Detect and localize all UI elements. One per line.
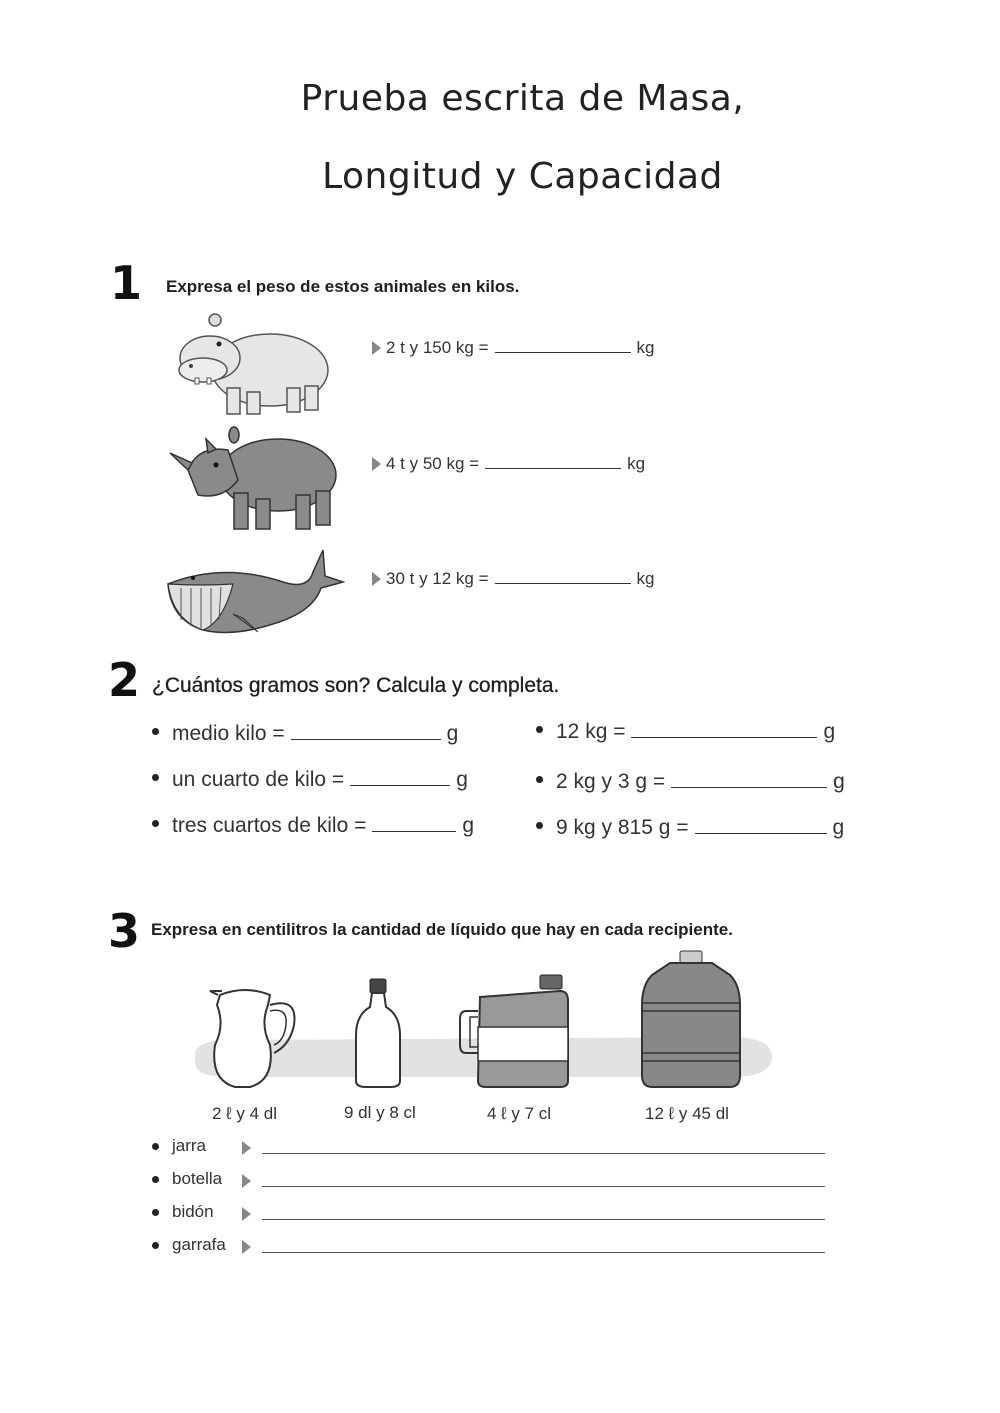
section-3-instruction: Expresa en centilitros la cantidad de líquido que hay en cada recipiente. [151, 920, 733, 939]
weight-unit: kg [627, 454, 646, 473]
answer-row-bidon [152, 1202, 825, 1222]
grams-expression: un cuarto de kilo = [172, 768, 345, 791]
rhino-illustration [168, 425, 343, 535]
container-name: garrafa [172, 1235, 226, 1254]
section-1-instruction: Expresa el peso de estos animales en kilos. [166, 277, 520, 296]
container-name: botella [172, 1169, 223, 1188]
bullet-icon [536, 776, 543, 783]
arrow-right-icon [242, 1240, 251, 1254]
grams-row [152, 768, 468, 792]
weight-expression: 30 t y 12 kg = [386, 569, 489, 588]
section-2-number: 2 [108, 653, 141, 707]
arrow-right-icon [242, 1207, 251, 1221]
answer-row-jarra [152, 1136, 825, 1156]
title-line-1: Prueba escrita de Masa, [300, 78, 745, 119]
weight-unit: kg [636, 338, 655, 357]
grams-row [536, 720, 835, 744]
answer-blank[interactable] [485, 467, 621, 469]
capacity-label-bidon: 4 ℓ y 7 cl [487, 1104, 552, 1123]
grams-unit: g [823, 720, 836, 743]
bullet-icon [152, 774, 159, 781]
bullet-icon [152, 1209, 159, 1216]
grams-unit: g [456, 768, 468, 791]
grams-unit: g [446, 722, 459, 745]
weight-row-hippo [372, 338, 655, 358]
answer-line[interactable] [262, 1238, 825, 1253]
arrow-right-icon [242, 1174, 251, 1188]
grams-row [536, 816, 844, 840]
whale-illustration [163, 542, 345, 640]
containers-illustration [190, 945, 775, 1095]
arrow-right-icon [372, 341, 381, 355]
capacity-label-jarra: 2 ℓ y 4 dl [212, 1104, 278, 1123]
grams-row [536, 770, 845, 794]
capacity-label-botella: 9 dl y 8 cl [344, 1103, 416, 1122]
answer-blank[interactable] [695, 832, 827, 834]
arrow-right-icon [242, 1141, 251, 1155]
grams-expression: tres cuartos de kilo = [172, 814, 367, 837]
bullet-icon [152, 1242, 159, 1249]
container-name: bidón [172, 1202, 214, 1221]
answer-line[interactable] [262, 1172, 825, 1187]
arrow-right-icon [372, 457, 381, 471]
bullet-icon [152, 728, 159, 735]
answer-row-botella [152, 1169, 825, 1189]
bullet-icon [536, 726, 543, 733]
bottle-icon [356, 979, 400, 1087]
title-line-2: Longitud y Capacidad [322, 156, 723, 197]
weight-expression: 4 t y 50 kg = [386, 454, 480, 473]
hippo-illustration [175, 310, 335, 420]
section-2-instruction: ¿Cuántos gramos son? Calcula y completa. [152, 674, 560, 697]
bullet-icon [152, 1143, 159, 1150]
capacity-label-garrafa: 12 ℓ y 45 dl [645, 1104, 729, 1123]
answer-blank[interactable] [631, 736, 817, 738]
grams-row [152, 722, 458, 746]
grams-unit: g [832, 816, 845, 839]
grams-expression: 12 kg = [556, 720, 626, 743]
section-1-number: 1 [110, 256, 143, 310]
answer-blank[interactable] [671, 786, 827, 788]
grams-expression: 2 kg y 3 g = [556, 770, 666, 793]
container-name: jarra [172, 1136, 207, 1155]
weight-expression: 2 t y 150 kg = [386, 338, 489, 357]
grams-expression: 9 kg y 815 g = [556, 816, 689, 839]
answer-line[interactable] [262, 1139, 825, 1154]
bullet-icon [536, 822, 543, 829]
weight-unit: kg [636, 569, 655, 588]
answer-blank[interactable] [372, 830, 456, 832]
answer-blank[interactable] [291, 738, 441, 740]
weight-row-whale [372, 569, 655, 589]
grams-row [152, 814, 474, 838]
grams-unit: g [833, 770, 845, 793]
grams-expression: medio kilo = [172, 722, 285, 745]
garrafa-icon [642, 951, 740, 1087]
arrow-right-icon [372, 572, 381, 586]
answer-blank[interactable] [495, 582, 631, 584]
grams-unit: g [462, 814, 475, 837]
section-3-number: 3 [108, 904, 141, 958]
answer-row-garrafa [152, 1235, 825, 1255]
bullet-icon [152, 1176, 159, 1183]
bullet-icon [152, 820, 159, 827]
answer-line[interactable] [262, 1205, 825, 1220]
answer-blank[interactable] [495, 351, 631, 353]
answer-blank[interactable] [350, 784, 450, 786]
weight-row-rhino [372, 454, 645, 474]
